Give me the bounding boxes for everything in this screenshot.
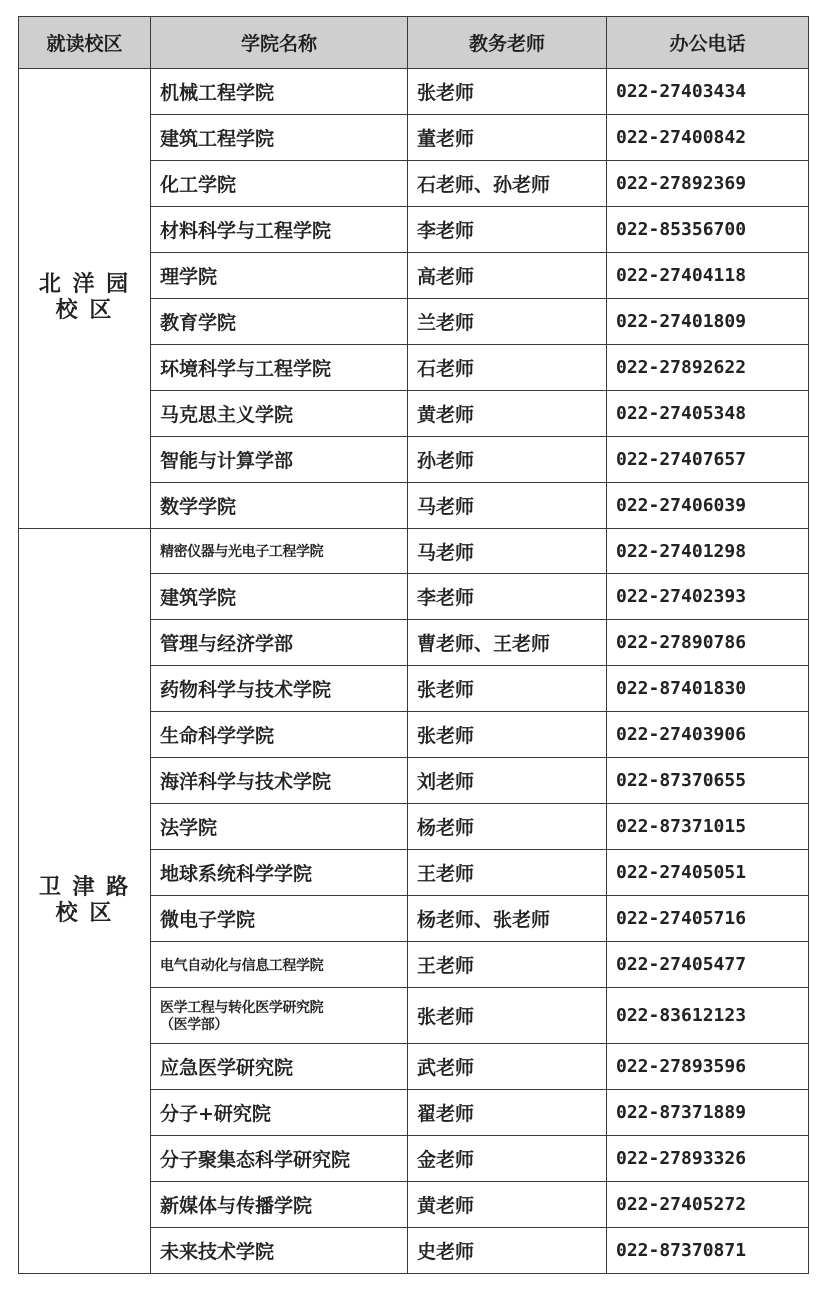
college-name: 数学学院 bbox=[151, 482, 408, 528]
teacher-name: 马老师 bbox=[408, 482, 607, 528]
college-name: 未来技术学院 bbox=[151, 1227, 408, 1273]
office-phone: 022-27893596 bbox=[607, 1044, 809, 1090]
college-name: 建筑学院 bbox=[151, 574, 408, 620]
campus-name-line2: 校 区 bbox=[55, 298, 114, 324]
teacher-name: 张老师 bbox=[408, 712, 607, 758]
teacher-name: 杨老师 bbox=[408, 804, 607, 850]
office-phone: 022-87371889 bbox=[607, 1090, 809, 1136]
teacher-name: 李老师 bbox=[408, 206, 607, 252]
office-phone: 022-27400842 bbox=[607, 114, 809, 160]
campus-name-line2: 校 区 bbox=[55, 900, 114, 926]
campus-cell-weijinlu bbox=[19, 528, 151, 1273]
teacher-name: 孙老师 bbox=[408, 436, 607, 482]
office-phone: 022-27405348 bbox=[607, 390, 809, 436]
office-phone: 022-87370871 bbox=[607, 1227, 809, 1273]
teacher-name: 王老师 bbox=[408, 850, 607, 896]
teacher-name: 曹老师、王老师 bbox=[408, 620, 607, 666]
college-name: 应急医学研究院 bbox=[151, 1044, 408, 1090]
college-name: 微电子学院 bbox=[151, 896, 408, 942]
office-phone: 022-27404118 bbox=[607, 252, 809, 298]
office-phone: 022-85356700 bbox=[607, 206, 809, 252]
college-name: 智能与计算学部 bbox=[151, 436, 408, 482]
college-name: 马克思主义学院 bbox=[151, 390, 408, 436]
office-phone: 022-27401809 bbox=[607, 298, 809, 344]
contact-table-container bbox=[18, 16, 809, 1274]
office-phone: 022-87371015 bbox=[607, 804, 809, 850]
teacher-name: 张老师 bbox=[408, 666, 607, 712]
college-name: 理学院 bbox=[151, 252, 408, 298]
college-name: 建筑工程学院 bbox=[151, 114, 408, 160]
campus-name-line1: 北 洋 园 bbox=[38, 272, 131, 298]
office-phone: 022-87401830 bbox=[607, 666, 809, 712]
office-phone: 022-27892622 bbox=[607, 344, 809, 390]
campus-cell-beiyangyuan bbox=[19, 69, 151, 529]
college-name: 海洋科学与技术学院 bbox=[151, 758, 408, 804]
teacher-name: 史老师 bbox=[408, 1227, 607, 1273]
table-row bbox=[19, 69, 809, 115]
header-campus: 就读校区 bbox=[19, 17, 151, 69]
college-name: 教育学院 bbox=[151, 298, 408, 344]
office-phone: 022-27405051 bbox=[607, 850, 809, 896]
table-header-row bbox=[19, 17, 809, 69]
college-name: 化工学院 bbox=[151, 160, 408, 206]
teacher-name: 马老师 bbox=[408, 528, 607, 574]
office-phone: 022-27407657 bbox=[607, 436, 809, 482]
office-phone: 022-27890786 bbox=[607, 620, 809, 666]
office-phone: 022-27893326 bbox=[607, 1135, 809, 1181]
office-phone: 022-27403906 bbox=[607, 712, 809, 758]
teacher-name: 黄老师 bbox=[408, 1181, 607, 1227]
college-name: 电气自动化与信息工程学院 bbox=[151, 942, 408, 988]
college-name: 机械工程学院 bbox=[151, 69, 408, 115]
college-name: 法学院 bbox=[151, 804, 408, 850]
office-phone: 022-27402393 bbox=[607, 574, 809, 620]
table-row bbox=[19, 528, 809, 574]
academic-affairs-contact-table bbox=[18, 16, 809, 1274]
college-name: 地球系统科学学院 bbox=[151, 850, 408, 896]
college-name: 管理与经济学部 bbox=[151, 620, 408, 666]
teacher-name: 兰老师 bbox=[408, 298, 607, 344]
office-phone: 022-87370655 bbox=[607, 758, 809, 804]
teacher-name: 金老师 bbox=[408, 1135, 607, 1181]
teacher-name: 李老师 bbox=[408, 574, 607, 620]
office-phone: 022-83612123 bbox=[607, 988, 809, 1044]
college-name: 分子+研究院 bbox=[151, 1090, 408, 1136]
teacher-name: 刘老师 bbox=[408, 758, 607, 804]
teacher-name: 石老师 bbox=[408, 344, 607, 390]
college-name: 生命科学学院 bbox=[151, 712, 408, 758]
teacher-name: 高老师 bbox=[408, 252, 607, 298]
college-name: 材料科学与工程学院 bbox=[151, 206, 408, 252]
office-phone: 022-27405716 bbox=[607, 896, 809, 942]
college-name: 新媒体与传播学院 bbox=[151, 1181, 408, 1227]
header-phone: 办公电话 bbox=[607, 17, 809, 69]
college-name: 精密仪器与光电子工程学院 bbox=[151, 528, 408, 574]
teacher-name: 张老师 bbox=[408, 988, 607, 1044]
college-name-suffix: （医学部） bbox=[160, 1016, 228, 1033]
college-name: 医学工程与转化医学研究院 bbox=[160, 999, 324, 1016]
teacher-name: 杨老师、张老师 bbox=[408, 896, 607, 942]
teacher-name: 黄老师 bbox=[408, 390, 607, 436]
college-name-multiline bbox=[151, 988, 408, 1044]
campus-name-line1: 卫 津 路 bbox=[38, 874, 131, 900]
office-phone: 022-27406039 bbox=[607, 482, 809, 528]
office-phone: 022-27401298 bbox=[607, 528, 809, 574]
teacher-name: 董老师 bbox=[408, 114, 607, 160]
teacher-name: 石老师、孙老师 bbox=[408, 160, 607, 206]
college-name: 环境科学与工程学院 bbox=[151, 344, 408, 390]
teacher-name: 王老师 bbox=[408, 942, 607, 988]
office-phone: 022-27403434 bbox=[607, 69, 809, 115]
office-phone: 022-27892369 bbox=[607, 160, 809, 206]
header-teacher: 教务老师 bbox=[408, 17, 607, 69]
teacher-name: 武老师 bbox=[408, 1044, 607, 1090]
teacher-name: 翟老师 bbox=[408, 1090, 607, 1136]
college-name: 药物科学与技术学院 bbox=[151, 666, 408, 712]
college-name: 分子聚集态科学研究院 bbox=[151, 1135, 408, 1181]
teacher-name: 张老师 bbox=[408, 69, 607, 115]
office-phone: 022-27405272 bbox=[607, 1181, 809, 1227]
office-phone: 022-27405477 bbox=[607, 942, 809, 988]
header-college: 学院名称 bbox=[151, 17, 408, 69]
